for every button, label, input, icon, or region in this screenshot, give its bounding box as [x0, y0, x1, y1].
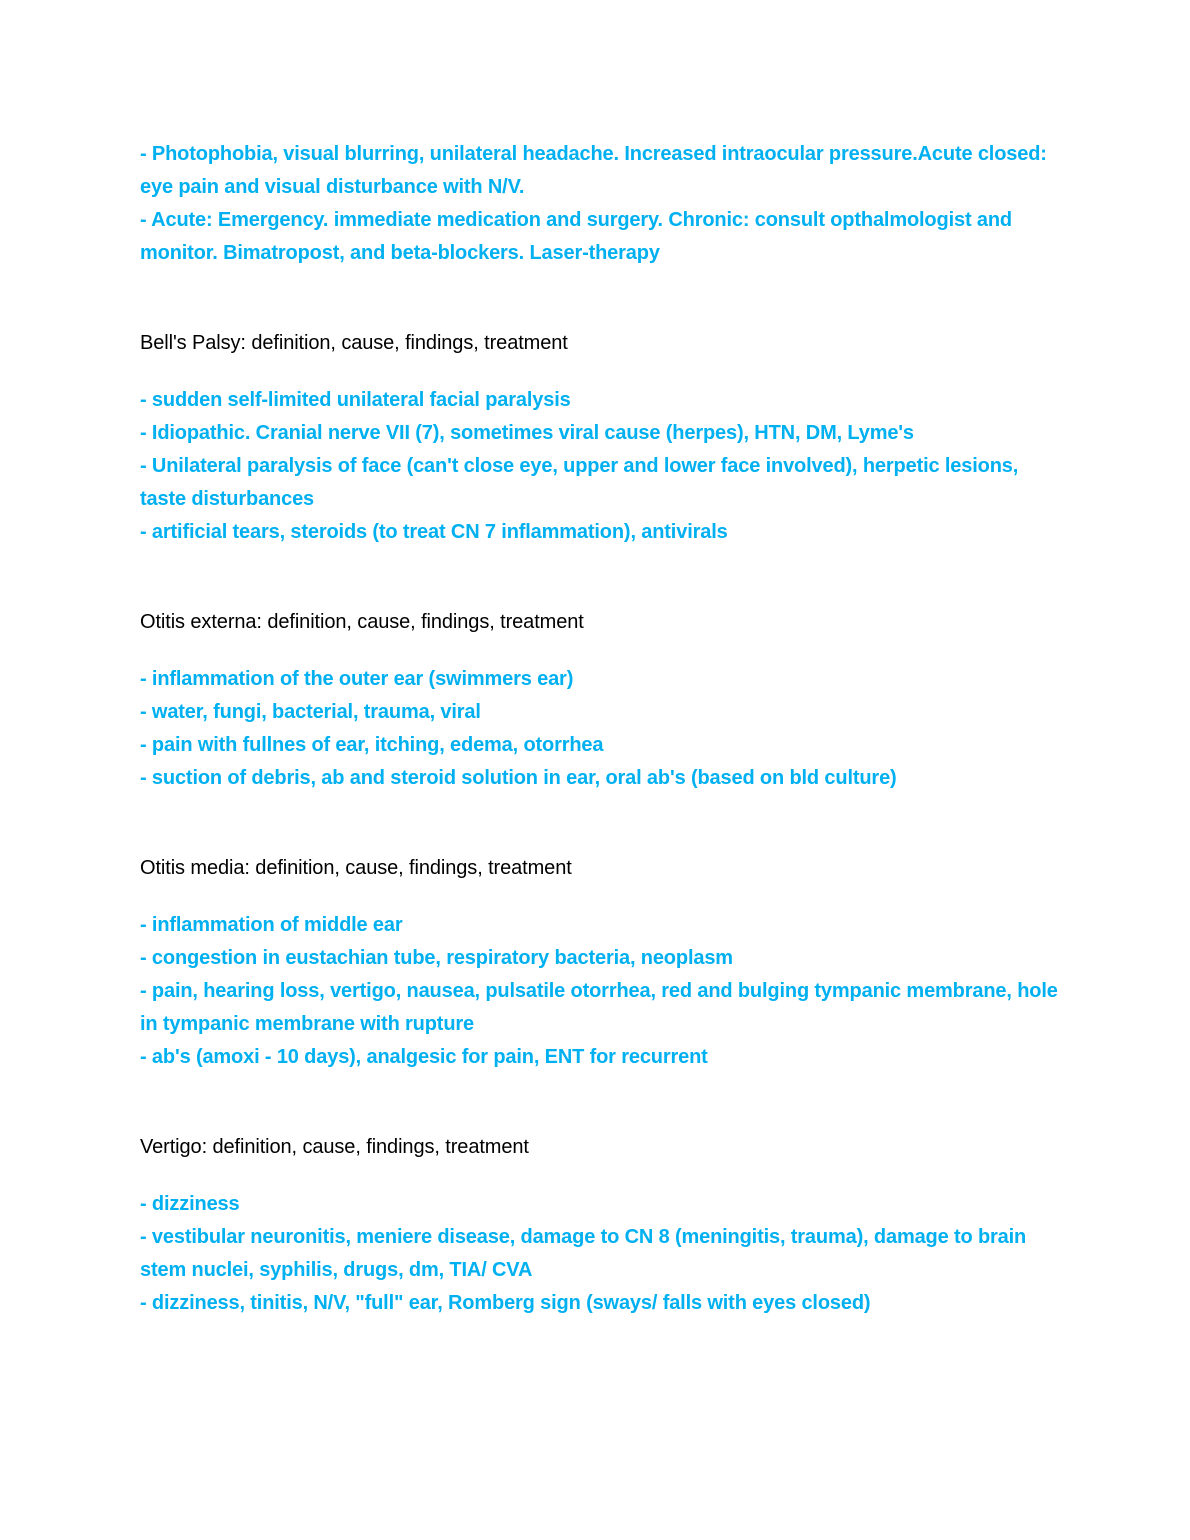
- question-heading: Vertigo: definition, cause, findings, treatment: [140, 1136, 529, 1158]
- answer-line: - Acute: Emergency. immediate medication and surgery. Chronic: consult opthalmologist and monitor. Bimatropost, and beta-blockers. Laser-therapy: [140, 209, 1012, 264]
- answer-line: - vestibular neuronitis, meniere disease, damage to CN 8 (meningitis, trauma), damage to brain stem nuclei, syphilis, drugs, dm, TIA/ CVA: [140, 1226, 1027, 1281]
- answer-line: - ab's (amoxi - 10 days), analgesic for pain, ENT for recurrent: [140, 1046, 708, 1068]
- answer-line: - pain, hearing loss, vertigo, nausea, pulsatile otorrhea, red and bulging tympanic membrane, hole in tympanic membrane with rupture: [140, 980, 1058, 1035]
- answer-block: [140, 663, 1060, 795]
- answer-line: - inflammation of the outer ear (swimmers ear): [140, 668, 574, 690]
- answer-line: - congestion in eustachian tube, respiratory bacteria, neoplasm: [140, 947, 733, 969]
- answer-line: - inflammation of middle ear: [140, 914, 403, 936]
- question-heading: Otitis externa: definition, cause, findings, treatment: [140, 611, 584, 633]
- answer-line: - Photophobia, visual blurring, unilateral headache. Increased intraocular pressure.Acute closed: eye pain and visual disturbance with N/V.: [140, 143, 1047, 198]
- answer-line: - Unilateral paralysis of face (can't close eye, upper and lower face involved), herpetic lesions, taste disturbances: [140, 455, 1019, 510]
- answer-line: - artificial tears, steroids (to treat CN 7 inflammation), antivirals: [140, 521, 728, 543]
- flashcard-vertigo: [140, 1131, 1060, 1320]
- question-heading: Otitis media: definition, cause, findings, treatment: [140, 857, 572, 879]
- answer-line: - pain with fullnes of ear, itching, edema, otorrhea: [140, 734, 604, 756]
- flashcard-bells-palsy: [140, 327, 1060, 549]
- intro-answer-block: [140, 138, 1060, 270]
- answer-line: - water, fungi, bacterial, trauma, viral: [140, 701, 481, 723]
- flashcard-otitis-media: [140, 852, 1060, 1074]
- answer-line: - Idiopathic. Cranial nerve VII (7), sometimes viral cause (herpes), HTN, DM, Lyme's: [140, 422, 914, 444]
- answer-block: [140, 909, 1060, 1074]
- answer-block: [140, 384, 1060, 549]
- answer-line: - dizziness, tinitis, N/V, "full" ear, Romberg sign (sways/ falls with eyes closed): [140, 1292, 871, 1314]
- answer-block: [140, 1188, 1060, 1320]
- answer-line: - dizziness: [140, 1193, 240, 1215]
- document-page: [140, 138, 1060, 1320]
- answer-line: - suction of debris, ab and steroid solution in ear, oral ab's (based on bld culture): [140, 767, 897, 789]
- question-heading: Bell's Palsy: definition, cause, findings, treatment: [140, 332, 568, 354]
- answer-line: - sudden self-limited unilateral facial paralysis: [140, 389, 571, 411]
- flashcard-otitis-externa: [140, 606, 1060, 795]
